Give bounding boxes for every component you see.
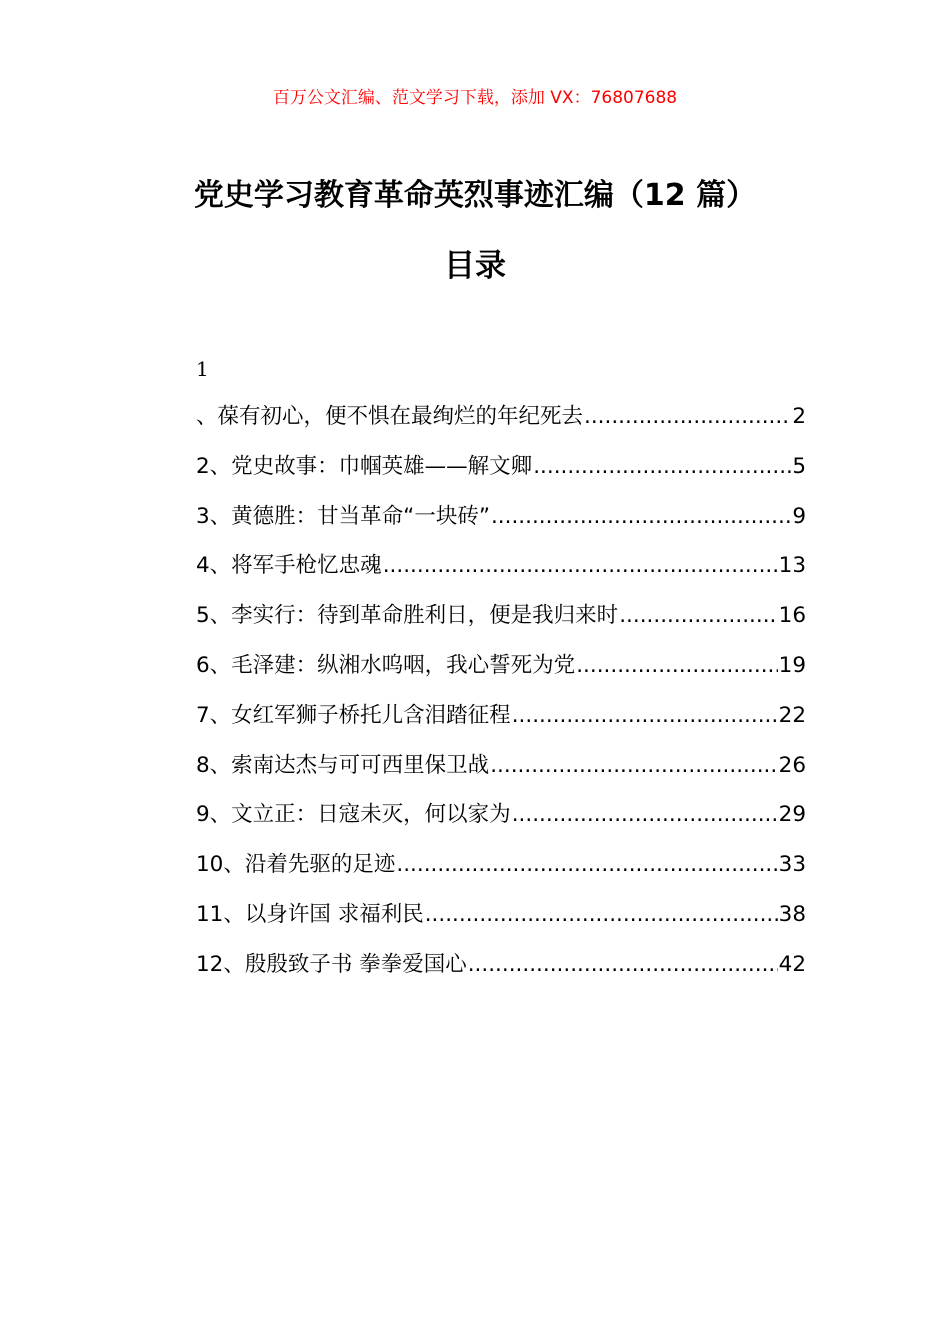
toc-entry-page-number: 33: [778, 852, 806, 878]
toc-entry-page-number: 38: [778, 901, 806, 927]
stray-page-number: 1: [196, 357, 209, 381]
toc-entry[interactable]: [196, 745, 806, 795]
toc-entry[interactable]: [196, 695, 806, 745]
table-of-contents: [196, 396, 806, 994]
toc-dot-leader: [512, 794, 778, 836]
toc-entry-page-number: 2: [792, 404, 806, 429]
toc-entry[interactable]: [196, 894, 806, 944]
toc-entry-page-number: 42: [778, 951, 806, 977]
toc-entry[interactable]: [196, 396, 806, 446]
toc-entry-title: 11、以身许国 求福利民: [196, 901, 424, 927]
toc-entry[interactable]: [196, 545, 806, 595]
toc-dot-leader: [468, 944, 778, 986]
toc-dot-leader: [491, 496, 791, 538]
toc-dot-leader: [512, 695, 778, 737]
toc-entry-title: 7、女红军狮子桥托儿含泪踏征程: [196, 702, 511, 728]
toc-entry-page-number: 22: [778, 702, 806, 728]
toc-entry-page-number: 13: [778, 553, 806, 579]
toc-entry-title: 12、殷殷致子书 拳拳爱国心: [196, 951, 467, 977]
toc-entry-title: 3、黄德胜：甘当革命“一块砖”: [196, 503, 490, 529]
toc-dot-leader: [576, 645, 777, 687]
toc-entry-page-number: 5: [792, 453, 806, 479]
toc-dot-leader: [396, 844, 777, 886]
toc-entry-page-number: 26: [778, 752, 806, 778]
toc-entry[interactable]: [196, 794, 806, 844]
toc-entry[interactable]: [196, 645, 806, 695]
toc-entry-page-number: 19: [778, 652, 806, 678]
toc-entry-title: 5、李实行：待到革命胜利日，便是我归来时: [196, 603, 619, 629]
toc-entry-title: 4、将军手枪忆忠魂: [196, 553, 382, 579]
toc-entry[interactable]: [196, 446, 806, 496]
toc-entry-title: 9、文立正：日寇未灭，何以家为: [196, 802, 511, 828]
toc-entry[interactable]: [196, 595, 806, 645]
toc-entry[interactable]: [196, 844, 806, 894]
toc-dot-leader: [619, 595, 777, 637]
toc-heading: 目录: [444, 248, 506, 284]
toc-entry[interactable]: [196, 944, 806, 994]
toc-entry-page-number: 29: [778, 802, 806, 828]
toc-dot-leader: [383, 545, 778, 587]
toc-dot-leader: [425, 894, 778, 936]
header-contact-note: 百万公文汇编、范文学习下载，添加 VX：76807688: [272, 88, 678, 108]
toc-entry-page-number: 16: [778, 603, 806, 629]
toc-entry-title: 6、毛泽建：纵湘水呜咽，我心誓死为党: [196, 652, 576, 678]
toc-entry-title: 2、党史故事：巾帼英雄——解文卿: [196, 453, 533, 479]
toc-entry-title: 、葆有初心，便不惧在最绚烂的年纪死去: [196, 404, 584, 429]
toc-entry-title: 10、沿着先驱的足迹: [196, 852, 396, 878]
document-title: 党史学习教育革命英烈事迹汇编（12 篇）: [193, 178, 757, 213]
toc-dot-leader: [490, 745, 777, 787]
toc-entry-page-number: 9: [792, 503, 806, 529]
toc-entry-title: 8、索南达杰与可可西里保卫战: [196, 752, 490, 778]
toc-entry[interactable]: [196, 496, 806, 546]
toc-dot-leader: [584, 396, 791, 438]
toc-dot-leader: [533, 446, 791, 488]
